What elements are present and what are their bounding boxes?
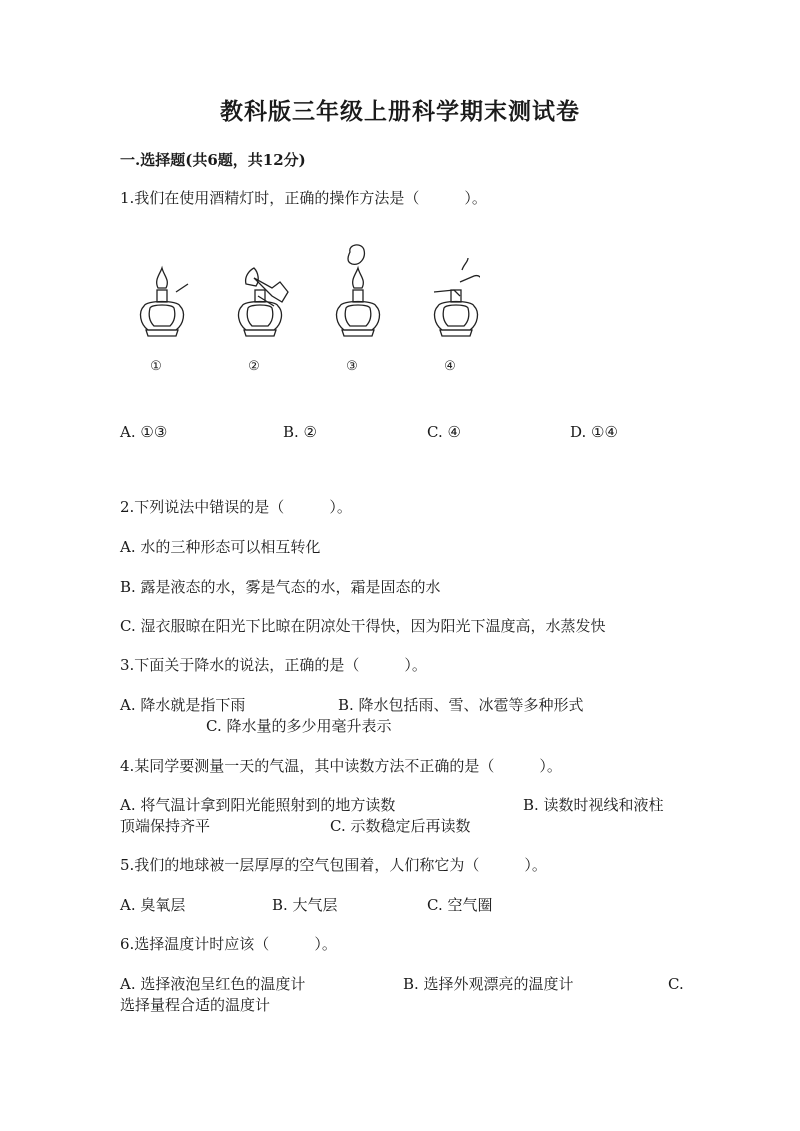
figure-label-3: ③ <box>346 359 358 374</box>
figure-label-1: ① <box>150 359 162 374</box>
alcohol-lamp-2-icon <box>239 268 288 336</box>
question-3-stem: 3.下面关于降水的说法，正确的是（ ）。 <box>120 656 427 674</box>
q5-option-b: B. 大气层 <box>272 896 338 914</box>
q2-option-c: C. 湿衣服晾在阳光下比晾在阴凉处干得快，因为阳光下温度高，水蒸发快 <box>120 617 606 635</box>
page-title: 教科版三年级上册科学期末测试卷 <box>220 98 580 125</box>
q3-option-c: C. 降水量的多少用毫升表示 <box>206 717 392 735</box>
alcohol-lamp-figure <box>120 240 480 380</box>
alcohol-lamp-1-icon <box>141 268 188 336</box>
alcohol-lamp-4-icon <box>434 258 480 336</box>
q4-option-a: A. 将气温计拿到阳光能照射到的地方读数 <box>120 796 396 814</box>
q5-option-a: A. 臭氧层 <box>120 896 186 914</box>
q6-option-b: B. 选择外观漂亮的温度计 <box>403 975 574 993</box>
figure-label-4: ④ <box>444 359 456 374</box>
question-4-stem: 4.某同学要测量一天的气温，其中读数方法不正确的是（ ）。 <box>120 757 562 775</box>
q1-option-d: D. ①④ <box>570 423 618 441</box>
question-5-stem: 5.我们的地球被一层厚厚的空气包围着，人们称它为（ ）。 <box>120 856 547 874</box>
alcohol-lamp-3-icon <box>337 245 380 336</box>
q4-option-c: C. 示数稳定后再读数 <box>330 817 471 835</box>
q4-option-b: B. 读数时视线和液柱 <box>523 796 664 814</box>
question-6-stem: 6.选择温度计时应该（ ）。 <box>120 935 337 953</box>
q3-option-b: B. 降水包括雨、雪、冰雹等多种形式 <box>338 696 584 714</box>
q6-option-a: A. 选择液泡呈红色的温度计 <box>120 975 306 993</box>
q2-option-a: A. 水的三种形态可以相互转化 <box>120 538 321 556</box>
q4-option-b-continued: 顶端保持齐平 <box>120 817 211 835</box>
q1-option-a: A. ①③ <box>120 423 168 441</box>
q5-option-c: C. 空气圈 <box>427 896 493 914</box>
question-1-stem: 1.我们在使用酒精灯时，正确的操作方法是（ ）。 <box>120 189 487 207</box>
figure-label-2: ② <box>248 359 260 374</box>
q6-option-c: C. <box>668 975 684 993</box>
q6-option-c-continued: 选择量程合适的温度计 <box>120 996 271 1014</box>
q2-option-b: B. 露是液态的水，雾是气态的水，霜是固态的水 <box>120 578 441 596</box>
question-2-stem: 2.下列说法中错误的是（ ）。 <box>120 498 352 516</box>
section-heading: 一.选择题(共6题，共12分) <box>120 151 306 169</box>
q1-option-b: B. ② <box>283 423 318 441</box>
q3-option-a: A. 降水就是指下雨 <box>120 696 246 714</box>
q1-option-c: C. ④ <box>427 423 461 441</box>
